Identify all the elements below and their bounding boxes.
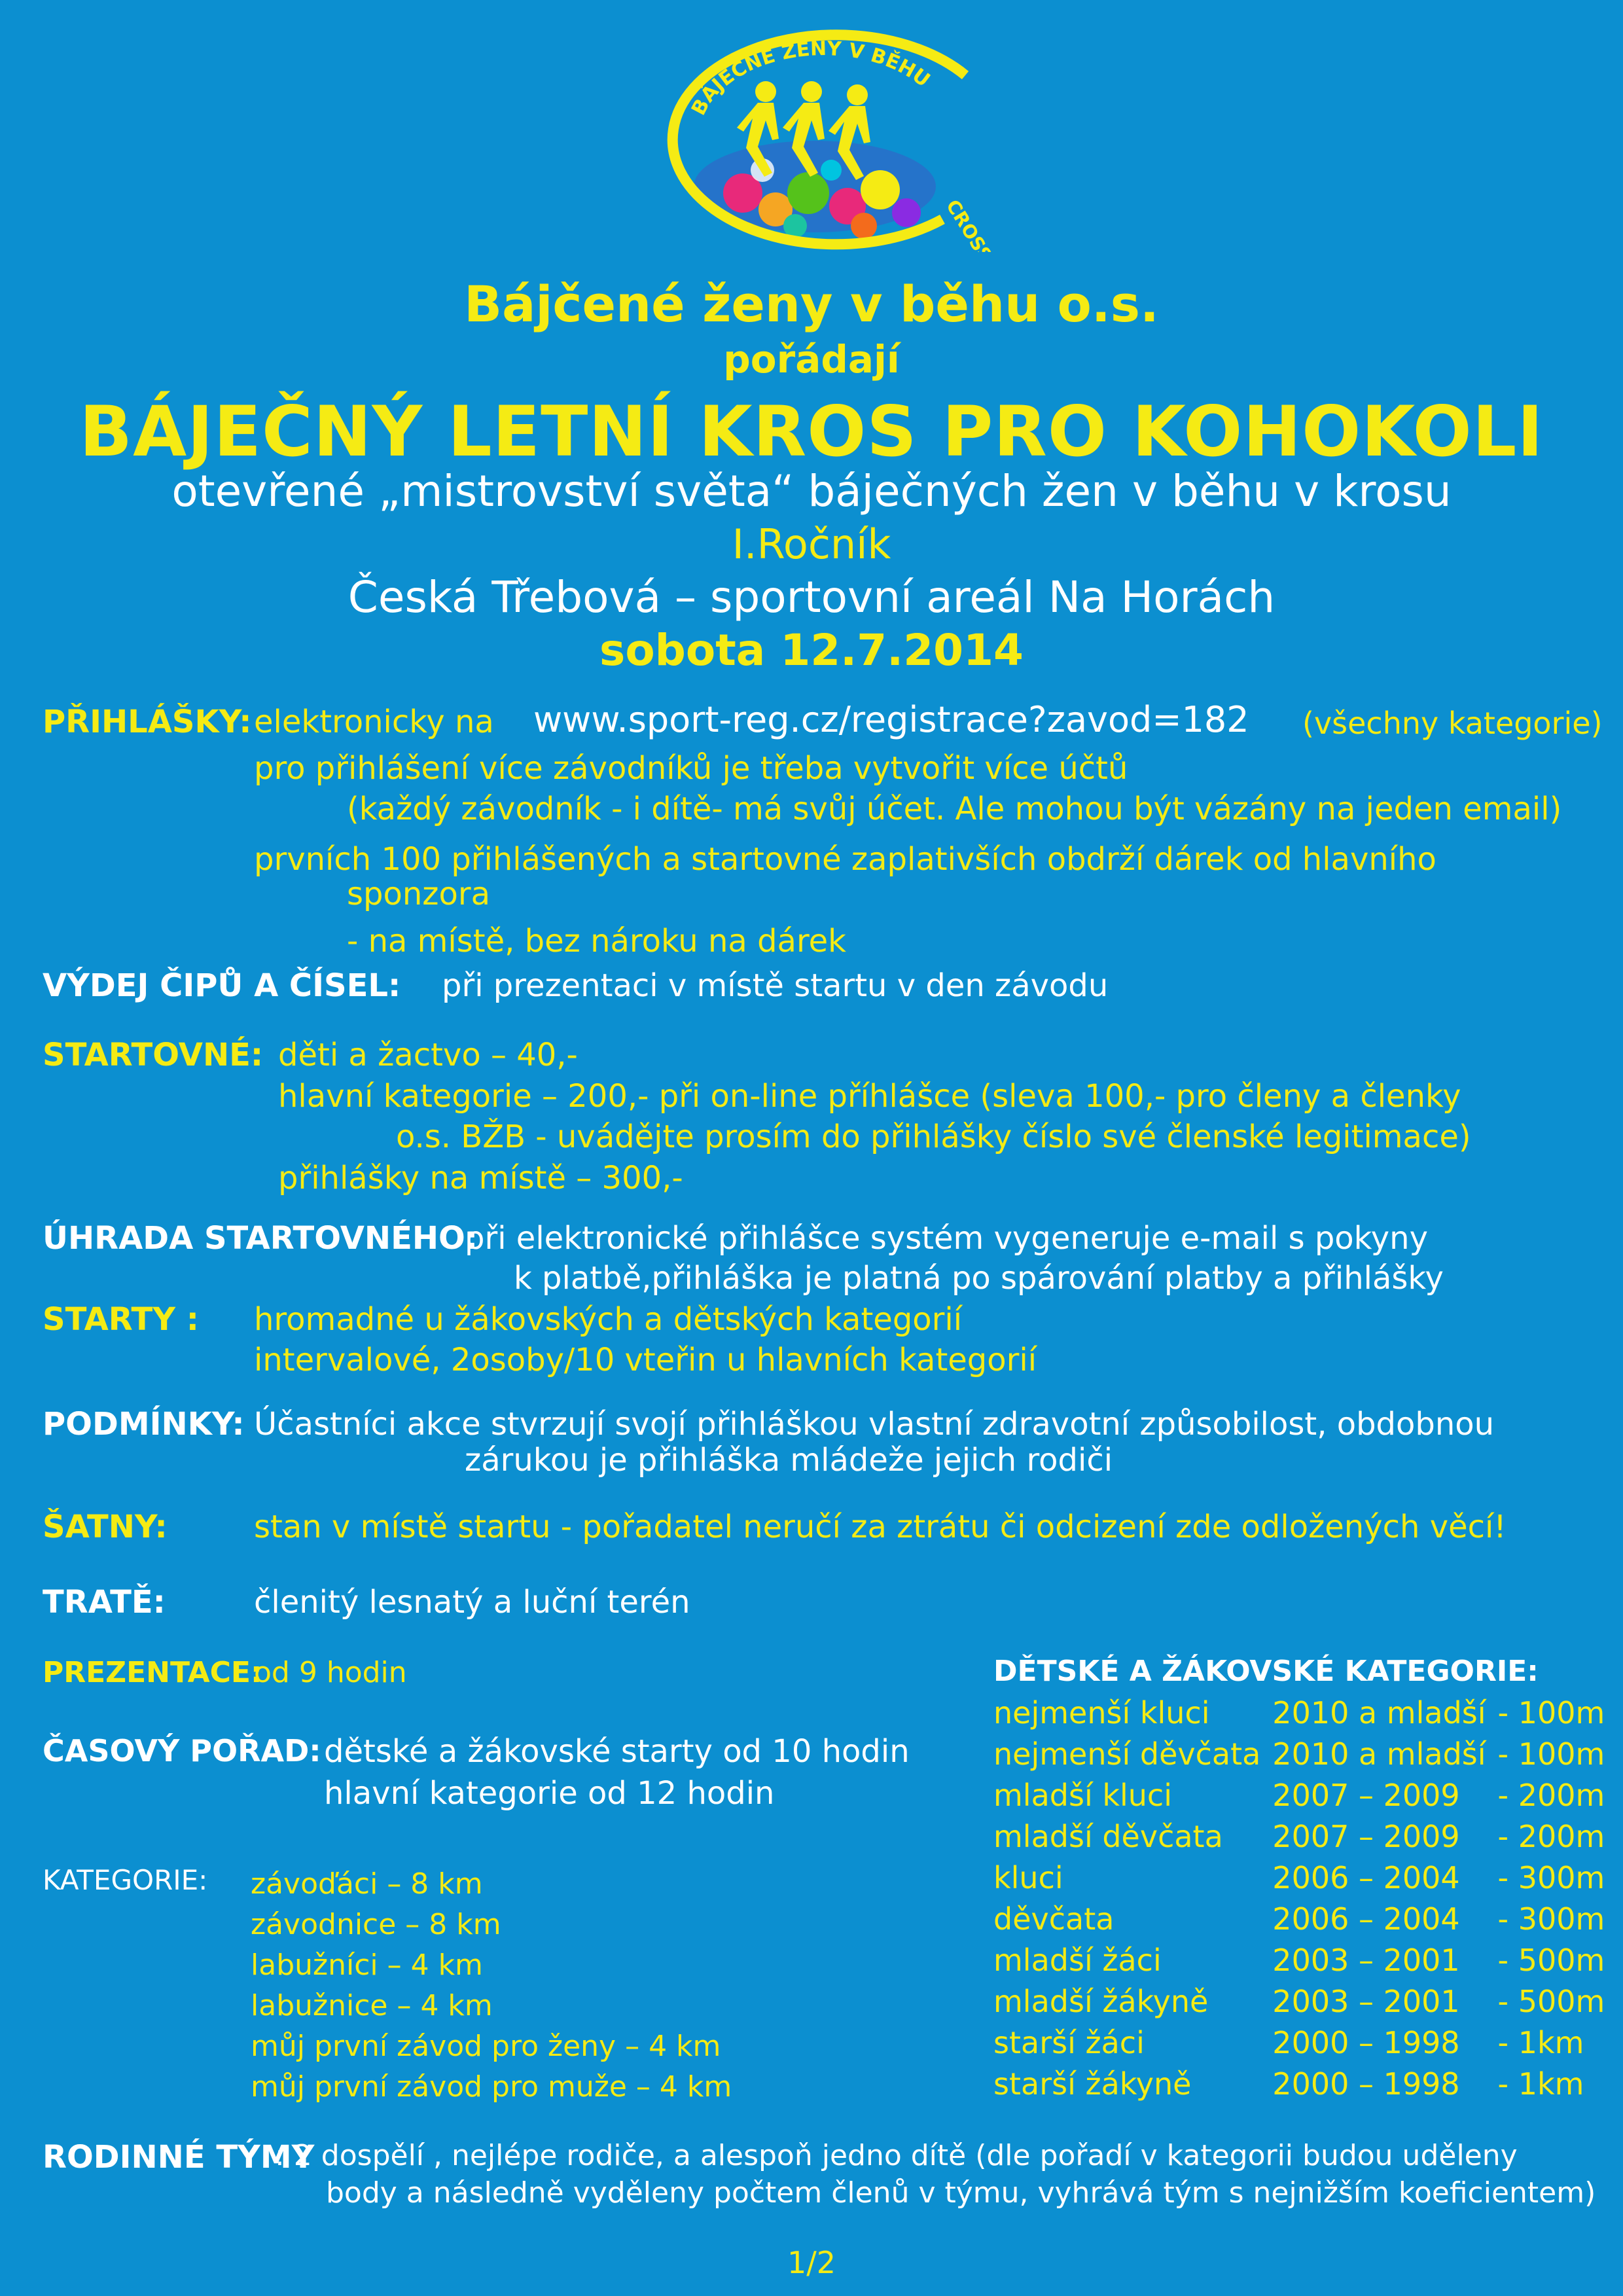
- conditions-line-2: zárukou je přihláška mládeže jejich rodiči: [465, 1442, 1113, 1479]
- kids-category-distance: - 300m: [1497, 1859, 1605, 1895]
- registration-label: PŘIHLÁŠKY:: [43, 704, 252, 740]
- kids-category-years: 2006 – 2004: [1272, 1859, 1460, 1895]
- payment-line-1: při elektronické přihlášce systém vygeneruje e-mail s pokyny: [465, 1220, 1428, 1257]
- event-title: BÁJEČNÝ LETNÍ KROS PRO KOHOKOLI: [79, 391, 1544, 472]
- category-item: můj první závod pro ženy – 4 km: [251, 2030, 721, 2063]
- table-row: [993, 1733, 1616, 1774]
- kids-category-name: mladší děvčata: [993, 1818, 1223, 1854]
- categories-label: KATEGORIE:: [43, 1864, 208, 1896]
- schedule-label: ČASOVÝ POŘAD:: [43, 1733, 321, 1768]
- schedule-line-2: hlavní kategorie od 12 hodin: [324, 1775, 775, 1812]
- kids-category-years: 2006 – 2004: [1272, 1901, 1460, 1937]
- family-teams-line-1: : 2 dospělí , nejlépe rodiče, a alespoň jedno dítě (dle pořadí v kategorii budou uděleny: [275, 2139, 1518, 2172]
- kids-category-name: mladší kluci: [993, 1777, 1172, 1813]
- registration-line-5: sponzora: [347, 876, 490, 912]
- kids-category-distance: - 1km: [1497, 2024, 1584, 2060]
- venue-text: Česká Třebová – sportovní areál Na Horách: [348, 572, 1275, 622]
- registration-url-note: (všechny kategorie): [1302, 706, 1603, 741]
- table-row: [993, 1857, 1616, 1898]
- category-item: labužnice – 4 km: [251, 1989, 493, 2022]
- kids-category-years: 2010 a mladší: [1272, 1695, 1486, 1731]
- kids-category-distance: - 1km: [1497, 2066, 1584, 2102]
- registration-line-4: prvních 100 přihlášených a startovné zaplativších obdrží dárek od hlavního: [254, 841, 1436, 878]
- starts-line-1: hromadné u žákovských a dětských kategorií: [254, 1301, 963, 1338]
- table-row: [993, 1898, 1616, 1939]
- logo-cross-text: CROSS: [942, 196, 991, 252]
- cloakroom-label: ŠATNY:: [43, 1509, 168, 1545]
- chips-label: VÝDEJ ČIPŮ A ČÍSEL:: [43, 967, 401, 1004]
- kids-category-name: mladší žákyně: [993, 1983, 1209, 2019]
- kids-category-distance: - 200m: [1497, 1777, 1605, 1813]
- organizer-name: Bájčené ženy v běhu o.s.: [464, 275, 1159, 333]
- registration-line-2: pro přihlášení více závodníků je třeba vytvořit více účtů: [254, 750, 1128, 787]
- kids-category-years: 2007 – 2009: [1272, 1818, 1460, 1854]
- kids-category-name: děvčata: [993, 1901, 1115, 1937]
- fees-line-2: hlavní kategorie – 200,- při on-line příhlášce (sleva 100,- pro členy a členky: [278, 1078, 1461, 1115]
- kids-category-years: 2000 – 1998: [1272, 2066, 1460, 2102]
- conditions-line-1: Účastníci akce stvrzují svojí přihláškou vlastní zdravotní způsobilost, obdobnou: [254, 1406, 1495, 1443]
- page-number: 1/2: [787, 2245, 836, 2280]
- kids-category-name: starší žáci: [993, 2024, 1145, 2060]
- kids-category-name: starší žákyně: [993, 2066, 1192, 2102]
- fees-label: STARTOVNÉ:: [43, 1037, 264, 1073]
- presentation-text: od 9 hodin: [254, 1656, 407, 1689]
- registration-url-link[interactable]: www.sport-reg.cz/registrace?zavod=182: [533, 699, 1249, 740]
- kids-category-years: 2010 a mladší: [1272, 1736, 1486, 1772]
- schedule-line-1: dětské a žákovské starty od 10 hodin: [324, 1733, 910, 1770]
- registration-online-prefix: elektronicky na: [254, 704, 494, 740]
- family-teams-line-2: body a následně vyděleny počtem členů v týmu, vyhrává tým s nejnižším koeficientem): [326, 2176, 1596, 2210]
- kids-category-name: nejmenší kluci: [993, 1695, 1210, 1731]
- table-row: [993, 1939, 1616, 1981]
- kids-category-name: kluci: [993, 1859, 1063, 1895]
- event-logo: [638, 29, 991, 252]
- event-date: sobota 12.7.2014: [599, 625, 1024, 675]
- organizes-text: pořádají: [723, 337, 900, 382]
- tracks-label: TRATĚ:: [43, 1584, 166, 1621]
- kids-category-years: 2003 – 2001: [1272, 1942, 1460, 1978]
- category-item: závodnice – 8 km: [251, 1908, 501, 1941]
- table-row: [993, 2022, 1616, 2063]
- category-item: závoďáci – 8 km: [251, 1867, 483, 1901]
- table-row: [993, 1774, 1616, 1816]
- kids-category-distance: - 500m: [1497, 1942, 1605, 1978]
- logo-arc-text: BÁJEČNÉ ŽENY V BĚHU: [687, 37, 935, 120]
- kids-category-distance: - 100m: [1497, 1695, 1605, 1731]
- fees-line-4: přihlášky na místě – 300,-: [278, 1160, 683, 1196]
- chips-text: při prezentaci v místě startu v den závodu: [442, 967, 1109, 1004]
- kids-category-name: nejmenší děvčata: [993, 1736, 1261, 1772]
- table-row: [993, 1816, 1616, 1857]
- kids-category-distance: - 100m: [1497, 1736, 1605, 1772]
- kids-category-years: 2007 – 2009: [1272, 1777, 1460, 1813]
- kids-category-distance: - 500m: [1497, 1983, 1605, 2019]
- kids-category-name: mladší žáci: [993, 1942, 1162, 1978]
- kids-categories-title: DĚTSKÉ A ŽÁKOVSKÉ KATEGORIE:: [993, 1655, 1539, 1688]
- table-row: [993, 1981, 1616, 2022]
- category-item: labužníci – 4 km: [251, 1948, 483, 1982]
- table-row: [993, 1692, 1616, 1733]
- conditions-label: PODMÍNKY:: [43, 1406, 245, 1443]
- fees-line-1: děti a žactvo – 40,-: [278, 1037, 578, 1073]
- table-row: [993, 2063, 1616, 2104]
- registration-line-6: - na místě, bez nároku na dárek: [347, 923, 846, 960]
- cloakroom-text: stan v místě startu - pořadatel neručí za ztrátu či odcizení zde odložených věcí!: [254, 1509, 1507, 1545]
- family-teams-label: RODINNÉ TÝMY: [43, 2139, 315, 2176]
- category-item: můj první závod pro muže – 4 km: [251, 2070, 732, 2104]
- kids-category-distance: - 300m: [1497, 1901, 1605, 1937]
- starts-label: STARTY :: [43, 1301, 199, 1338]
- kids-category-years: 2003 – 2001: [1272, 1983, 1460, 2019]
- categories-list: [251, 1864, 732, 2108]
- payment-label: ÚHRADA STARTOVNÉHO:: [43, 1220, 478, 1257]
- event-subtitle: otevřené „mistrovství světa“ báječných žen v běhu v krosu: [171, 466, 1452, 516]
- kids-category-distance: - 200m: [1497, 1818, 1605, 1854]
- payment-line-2: k platbě,přihláška je platná po spárování platby a přihlášky: [514, 1260, 1444, 1297]
- presentation-label: PREZENTACE:: [43, 1656, 262, 1689]
- kids-category-years: 2000 – 1998: [1272, 2024, 1460, 2060]
- tracks-text: členitý lesnatý a luční terén: [254, 1584, 690, 1621]
- starts-line-2: intervalové, 2osoby/10 vteřin u hlavních kategorií: [254, 1342, 1037, 1378]
- edition-text: I.Ročník: [732, 520, 891, 568]
- fees-line-3: o.s. BŽB - uvádějte prosím do přihlášky číslo své členské legitimace): [396, 1119, 1471, 1155]
- kids-categories-table: [993, 1692, 1616, 2104]
- registration-line-3: (každý závodník - i dítě- má svůj účet. Ale mohou být vázány na jeden email): [347, 791, 1562, 827]
